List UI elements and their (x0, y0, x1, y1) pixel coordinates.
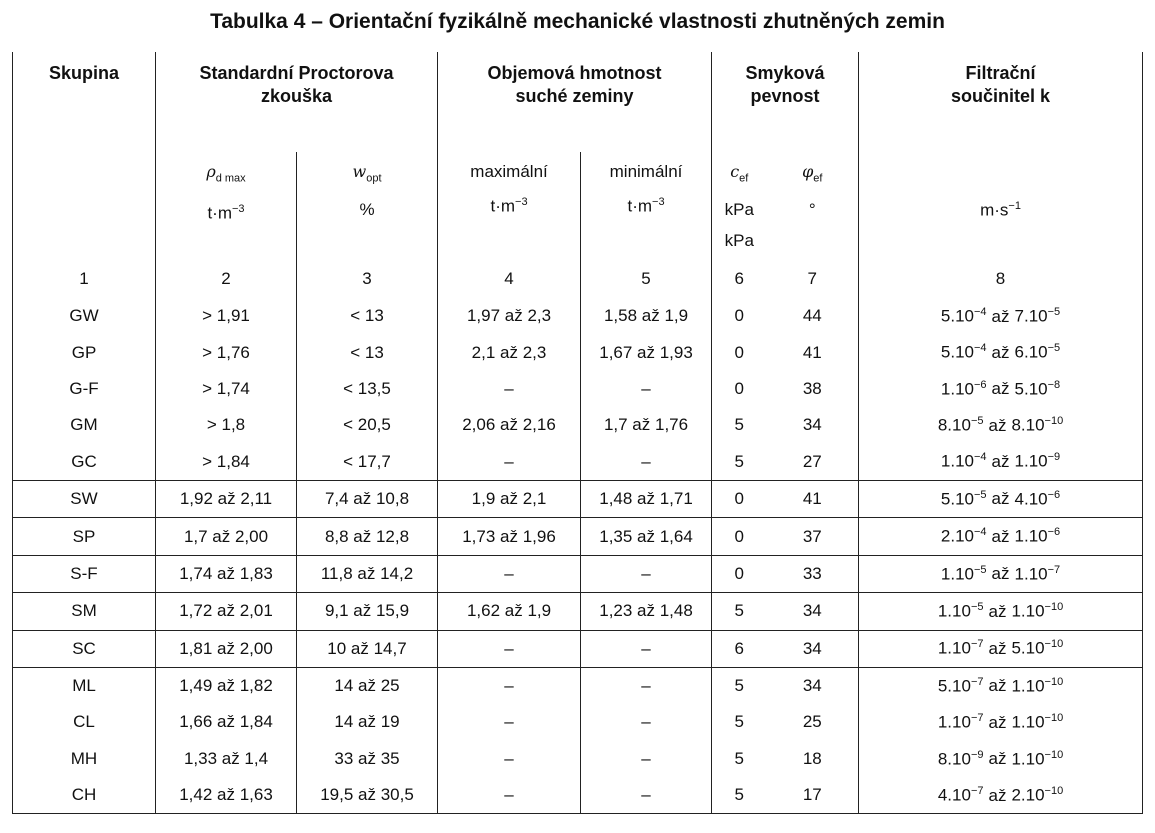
k-to-base: 1.10 (1014, 564, 1048, 584)
k-range-word: až (988, 415, 1007, 435)
k-from-base: 5.10 (940, 342, 974, 362)
cell-c: 0 (712, 518, 767, 555)
cell-rho: 1,81 až 2,00 (156, 630, 297, 667)
k-to-base: 1.10 (1011, 749, 1045, 769)
rho-symbol: ρ (206, 162, 216, 181)
cell-max: – (438, 444, 581, 481)
k-to-base: 1.10 (1011, 601, 1045, 621)
cell-group: ML (13, 667, 156, 704)
cell-max: – (438, 704, 581, 740)
cell-min: – (581, 704, 712, 740)
k-from-exp: −7 (970, 638, 984, 651)
cell-k (859, 480, 1143, 517)
cell-min: 1,23 až 1,48 (581, 593, 712, 630)
c-unit-1: kPa (724, 200, 754, 220)
cell-phi: 38 (767, 371, 859, 407)
k-range-word: až (988, 749, 1007, 769)
cell-c: 0 (712, 555, 767, 592)
cell-w: 9,1 až 15,9 (297, 593, 438, 630)
units-min (581, 152, 712, 260)
header-row (13, 52, 1143, 152)
k-from-base: 5.10 (937, 676, 971, 696)
k-to-exp: −10 (1044, 784, 1064, 797)
cell-max: 1,73 až 1,96 (438, 518, 581, 555)
cell-k (859, 371, 1143, 407)
table-row (13, 777, 1143, 814)
header-smyk-line2: pevnost (750, 86, 820, 106)
table-title: Tabulka 4 – Orientační fyzikálně mechanické vlastnosti zhutněných zemin (210, 10, 945, 33)
cell-c: 0 (734, 378, 745, 398)
k-to-exp: −10 (1044, 712, 1064, 725)
units-c (712, 152, 767, 260)
w-unit: % (359, 200, 375, 220)
k-from-base: 2.10 (940, 526, 974, 546)
max-unit-exp: −3 (515, 196, 528, 208)
column-number: 7 (767, 260, 859, 298)
cell-max: 1,62 až 1,9 (438, 593, 581, 630)
cell-k (859, 704, 1143, 740)
table-row (13, 444, 1143, 481)
k-from-base: 5.10 (940, 306, 974, 326)
k-to-exp: −8 (1047, 378, 1061, 391)
cell-c: 5 (734, 712, 745, 732)
cell-max: 1,97 až 2,3 (438, 298, 581, 334)
cell-group: S-F (13, 555, 156, 592)
k-range-word: až (991, 526, 1010, 546)
k-to-exp: −10 (1044, 675, 1064, 688)
header-filtr-line1: Filtrační (965, 63, 1036, 83)
cell-w: 8,8 až 12,8 (297, 518, 438, 555)
column-number-row (13, 260, 1143, 298)
k-from-exp: −9 (970, 748, 984, 761)
max-unit: t·m (490, 196, 516, 216)
k-to-base: 6.10 (1014, 342, 1048, 362)
k-to-exp: −10 (1044, 600, 1064, 613)
cell-w: < 13 (297, 298, 438, 334)
cell-w: 14 až 25 (297, 667, 438, 704)
k-range-word: až (991, 489, 1010, 509)
cell-rho: > 1,76 (156, 334, 297, 370)
cell-group: GW (13, 298, 156, 334)
cell-rho: > 1,84 (156, 444, 297, 481)
k-range-word: až (988, 601, 1007, 621)
cell-c: 5 (712, 593, 767, 630)
k-to-base: 1.10 (1011, 712, 1045, 732)
phi-unit: ° (808, 200, 816, 220)
table-row (13, 298, 1143, 334)
k-to-base: 5.10 (1014, 379, 1048, 399)
k-to-base: 2.10 (1011, 785, 1045, 805)
cell-group: CL (13, 704, 156, 740)
cell-group: CH (13, 777, 156, 814)
header-objem-line2: suché zeminy (515, 86, 634, 106)
k-to-exp: −5 (1047, 305, 1061, 318)
cell-rho: 1,49 až 1,82 (156, 667, 297, 704)
cell-c: 5 (734, 415, 745, 435)
units-skupina (13, 152, 156, 260)
cell-min: 1,35 až 1,64 (581, 518, 712, 555)
phi-symbol: φ (802, 162, 814, 181)
cell-phi: 34 (767, 630, 859, 667)
cell-group: SP (13, 518, 156, 555)
cell-max: 1,9 až 2,1 (438, 480, 581, 517)
cell-phi: 37 (767, 518, 859, 555)
k-range-word: až (991, 306, 1010, 326)
cell-rho: 1,7 až 2,00 (156, 518, 297, 555)
phi-sub: ef (813, 172, 823, 185)
k-from-base: 1.10 (937, 639, 971, 659)
k-from-exp: −4 (974, 526, 987, 539)
table-row (13, 407, 1143, 443)
table-row (13, 704, 1143, 740)
cell-phi: 34 (767, 593, 859, 630)
cell-k (859, 593, 1143, 630)
k-from-base: 1.10 (937, 712, 971, 732)
c-sub: ef (739, 172, 749, 185)
min-unit: t·m (627, 196, 653, 216)
cell-max: – (438, 667, 581, 704)
header-filtr-line2: součinitel k (951, 86, 1051, 106)
column-number: 5 (581, 260, 712, 298)
cell-max: – (438, 555, 581, 592)
cell-phi: 34 (767, 407, 859, 443)
header-proctor (156, 52, 438, 152)
k-from-exp: −7 (970, 675, 984, 688)
k-from-base: 5.10 (940, 489, 974, 509)
cell-min: – (581, 371, 712, 407)
k-from-exp: −5 (970, 415, 984, 428)
soil-properties-table (12, 52, 1143, 814)
cell-max: – (438, 371, 581, 407)
cell-w: 19,5 až 30,5 (297, 777, 438, 814)
cell-group: SC (13, 630, 156, 667)
cell-phi: 33 (767, 555, 859, 592)
cell-c: 5 (734, 451, 745, 471)
cell-c: 0 (734, 306, 745, 326)
cell-min: – (581, 630, 712, 667)
table-row (13, 630, 1143, 667)
cell-w: < 13,5 (297, 371, 438, 407)
cell-c: 5 (712, 667, 767, 704)
k-from-exp: −5 (974, 488, 987, 501)
cell-c: 5 (734, 748, 745, 768)
cell-min: – (581, 667, 712, 704)
k-from-exp: −6 (974, 378, 987, 391)
k-range-word: až (991, 452, 1010, 472)
k-to-exp: −7 (1047, 563, 1061, 576)
cell-w: 33 až 35 (297, 741, 438, 777)
rho-unit: t·m (207, 204, 232, 224)
units-max (438, 152, 581, 260)
c-unit-2: kPa (724, 231, 754, 251)
cell-group: MH (13, 741, 156, 777)
cell-rho: 1,33 až 1,4 (156, 741, 297, 777)
cell-w: < 20,5 (297, 407, 438, 443)
cell-rho: > 1,8 (156, 407, 297, 443)
k-from-exp: −4 (974, 451, 987, 464)
header-smyk-line1: Smyková (745, 63, 825, 83)
cell-c: 5 (712, 777, 767, 814)
cell-k (859, 741, 1143, 777)
header-objem (438, 52, 712, 152)
table-row (13, 518, 1143, 555)
header-proctor-line1: Standardní Proctorova (199, 63, 394, 83)
cell-phi: 44 (767, 298, 859, 334)
rho-unit-exp: −3 (232, 203, 245, 216)
cell-min: – (581, 777, 712, 814)
cell-k (859, 407, 1143, 443)
table-row (13, 555, 1143, 592)
units-k (859, 152, 1143, 260)
k-from-exp: −4 (974, 305, 987, 318)
k-to-exp: −6 (1047, 488, 1061, 501)
cell-rho: > 1,74 (156, 371, 297, 407)
cell-min: 1,7 až 1,76 (581, 407, 712, 443)
cell-k (859, 298, 1143, 334)
cell-k (859, 444, 1143, 481)
k-from-base: 1.10 (940, 452, 974, 472)
cell-group: GC (13, 444, 156, 481)
cell-k (859, 334, 1143, 370)
k-to-exp: −5 (1047, 342, 1061, 355)
cell-max: – (438, 777, 581, 814)
cell-rho: 1,42 až 1,63 (156, 777, 297, 814)
cell-phi: 17 (767, 777, 859, 814)
header-skupina: Skupina (13, 52, 156, 152)
cell-group: G-F (13, 371, 156, 407)
rho-sub: d max (215, 172, 246, 185)
cell-k (859, 555, 1143, 592)
header-filtr (859, 52, 1143, 152)
cell-phi: 25 (767, 704, 859, 740)
cell-max: 2,06 až 2,16 (438, 407, 581, 443)
cell-k (859, 667, 1143, 704)
k-range-word: až (988, 785, 1007, 805)
cell-phi: 18 (767, 741, 859, 777)
k-to-exp: −10 (1044, 748, 1064, 761)
table-row (13, 371, 1143, 407)
column-number: 1 (13, 260, 156, 298)
cell-rho: 1,72 až 2,01 (156, 593, 297, 630)
k-from-base: 4.10 (937, 785, 971, 805)
table-row (13, 334, 1143, 370)
header-smyk (712, 52, 859, 152)
cell-phi: 27 (767, 444, 859, 481)
max-label: maximální (470, 162, 548, 181)
k-to-base: 1.10 (1011, 676, 1045, 696)
cell-group: GP (13, 334, 156, 370)
cell-k (859, 518, 1143, 555)
cell-w: < 17,7 (297, 444, 438, 481)
cell-k (859, 630, 1143, 667)
k-from-exp: −4 (974, 342, 987, 355)
units-row (13, 152, 1143, 260)
cell-rho: 1,66 až 1,84 (156, 704, 297, 740)
cell-min: – (581, 444, 712, 481)
cell-w: 7,4 až 10,8 (297, 480, 438, 517)
k-to-base: 4.10 (1014, 489, 1048, 509)
cell-phi: 34 (767, 667, 859, 704)
w-sub: opt (366, 172, 382, 185)
k-from-exp: −7 (970, 784, 984, 797)
column-number: 3 (297, 260, 438, 298)
cell-min: – (581, 741, 712, 777)
cell-rho: 1,92 až 2,11 (156, 480, 297, 517)
cell-group: GM (13, 407, 156, 443)
cell-k (859, 777, 1143, 814)
k-from-exp: −7 (970, 712, 984, 725)
k-from-exp: −5 (970, 600, 984, 613)
cell-min: 1,48 až 1,71 (581, 480, 712, 517)
table-row (13, 593, 1143, 630)
k-to-exp: −10 (1044, 415, 1064, 428)
cell-group: SM (13, 593, 156, 630)
cell-min: 1,67 až 1,93 (581, 334, 712, 370)
cell-w: < 13 (297, 334, 438, 370)
k-unit: m·s (980, 200, 1009, 220)
k-to-exp: −10 (1044, 638, 1064, 651)
table-row (13, 667, 1143, 704)
units-w (297, 152, 438, 260)
k-range-word: až (988, 712, 1007, 732)
cell-max: – (438, 741, 581, 777)
w-symbol: w (352, 162, 367, 181)
c-symbol: c (730, 162, 740, 181)
min-label: minimální (609, 162, 683, 181)
k-from-exp: −5 (974, 563, 987, 576)
min-unit-exp: −3 (652, 196, 665, 208)
cell-c: 0 (712, 480, 767, 517)
k-to-base: 1.10 (1014, 452, 1048, 472)
units-phi (767, 152, 859, 260)
cell-phi: 41 (767, 480, 859, 517)
header-proctor-line2: zkouška (260, 86, 333, 106)
k-to-exp: −9 (1047, 451, 1061, 464)
cell-max: – (438, 630, 581, 667)
header-objem-line1: Objemová hmotnost (487, 63, 662, 83)
cell-group: SW (13, 480, 156, 517)
cell-rho: 1,74 až 1,83 (156, 555, 297, 592)
k-range-word: až (991, 342, 1010, 362)
k-range-word: až (991, 379, 1010, 399)
k-to-base: 8.10 (1011, 415, 1045, 435)
cell-rho: > 1,91 (156, 298, 297, 334)
cell-c: 6 (712, 630, 767, 667)
k-from-base: 1.10 (937, 601, 971, 621)
table-row (13, 480, 1143, 517)
k-to-exp: −6 (1047, 526, 1061, 539)
cell-c: 0 (734, 342, 745, 362)
k-unit-exp: −1 (1008, 199, 1021, 212)
column-number: 4 (438, 260, 581, 298)
k-from-base: 1.10 (940, 564, 974, 584)
column-number: 6 (734, 269, 745, 288)
k-from-base: 8.10 (937, 415, 971, 435)
cell-w: 10 až 14,7 (297, 630, 438, 667)
k-range-word: až (991, 564, 1010, 584)
cell-max: 2,1 až 2,3 (438, 334, 581, 370)
cell-phi: 41 (767, 334, 859, 370)
k-to-base: 7.10 (1014, 306, 1048, 326)
units-rho (156, 152, 297, 260)
table-row (13, 741, 1143, 777)
column-number: 2 (156, 260, 297, 298)
cell-w: 14 až 19 (297, 704, 438, 740)
cell-min: 1,58 až 1,9 (581, 298, 712, 334)
k-range-word: až (988, 676, 1007, 696)
k-range-word: až (988, 639, 1007, 659)
k-to-base: 5.10 (1011, 639, 1045, 659)
cell-w: 11,8 až 14,2 (297, 555, 438, 592)
k-to-base: 1.10 (1014, 526, 1048, 546)
column-number: 8 (859, 260, 1143, 298)
k-from-base: 1.10 (940, 379, 974, 399)
cell-min: – (581, 555, 712, 592)
k-from-base: 8.10 (937, 749, 971, 769)
